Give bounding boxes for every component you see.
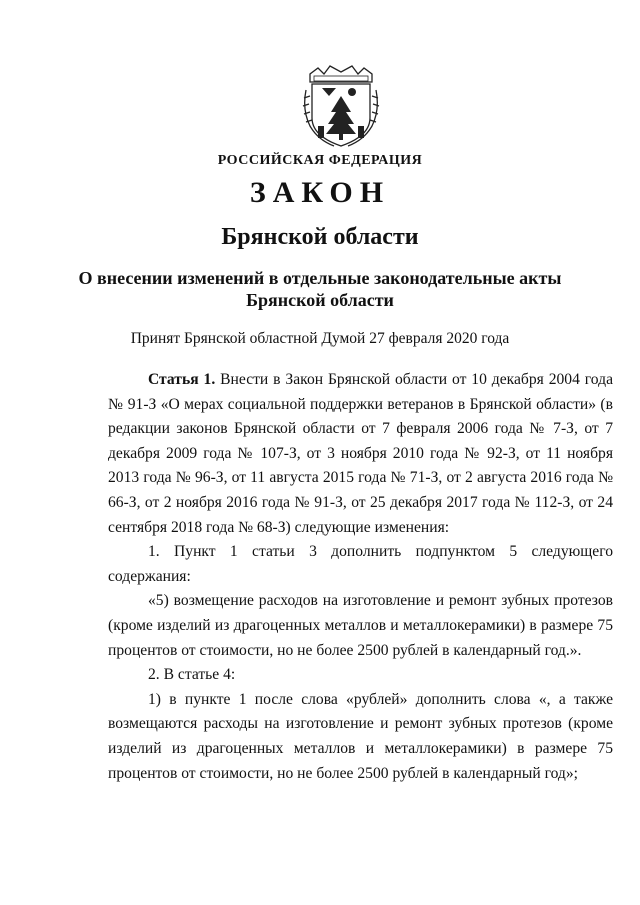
law-subject bbox=[0, 267, 640, 311]
law-body bbox=[108, 368, 613, 786]
item-2-subitem-1: 1) в пункте 1 после слова «рублей» дополнить слова «, а также возмещаются расходы на изготовление и ремонт зубных протезов (кроме изделий из драгоценных металлов и металлокерамики) в размере 75 процентов от стоимости, но не более 2500 рублей в календарный год»; bbox=[108, 690, 613, 782]
law-title: ЗАКОН bbox=[249, 176, 391, 209]
article-1-text: Внести в Закон Брянской области от 10 декабря 2004 года № 91-З «О мерах социальной поддержки ветеранов в Брянской области» (в редакции законов Брянской области от 7 февраля 2006 года № 7-З, от 7 декабря 2009 года № 107-З, от 3 ноября 2010 года № 92-З, от 11 ноября 2013 года № 96-З, от 11 августа 2015 года № 71-З, от 2 августа 2016 года № 66-З, от 2 ноября 2016 года № 91-З, от 25 декабря 2017 года № 112-З, от 24 сентября 2018 года № 68-З) следующие изменения: bbox=[108, 371, 613, 536]
adoption-date: Принят Брянской областной Думой 27 февраля 2020 года bbox=[130, 330, 510, 347]
item-2: 2. В статье 4: bbox=[148, 666, 236, 684]
law-subject-line-1: О внесении изменений в отдельные законодательные акты bbox=[78, 268, 562, 288]
federation-heading: РОССИЙСКАЯ ФЕДЕРАЦИЯ bbox=[217, 153, 423, 168]
article-label: Статья 1. bbox=[148, 371, 216, 388]
article-1-intro bbox=[108, 368, 613, 540]
law-subject-line-2: Брянской области bbox=[246, 290, 394, 310]
coat-of-arms-icon bbox=[300, 60, 382, 150]
region-title: Брянской области bbox=[221, 224, 419, 250]
item-1: 1. Пункт 1 статьи 3 дополнить подпунктом 5 следующего содержания: bbox=[108, 543, 613, 585]
item-1-quote: «5) возмещение расходов на изготовление и ремонт зубных протезов (кроме изделий из драгоценных металлов и металлокерамики) в размере 75 процентов от стоимости, но не более 2500 рублей в календарный год.». bbox=[108, 592, 613, 659]
